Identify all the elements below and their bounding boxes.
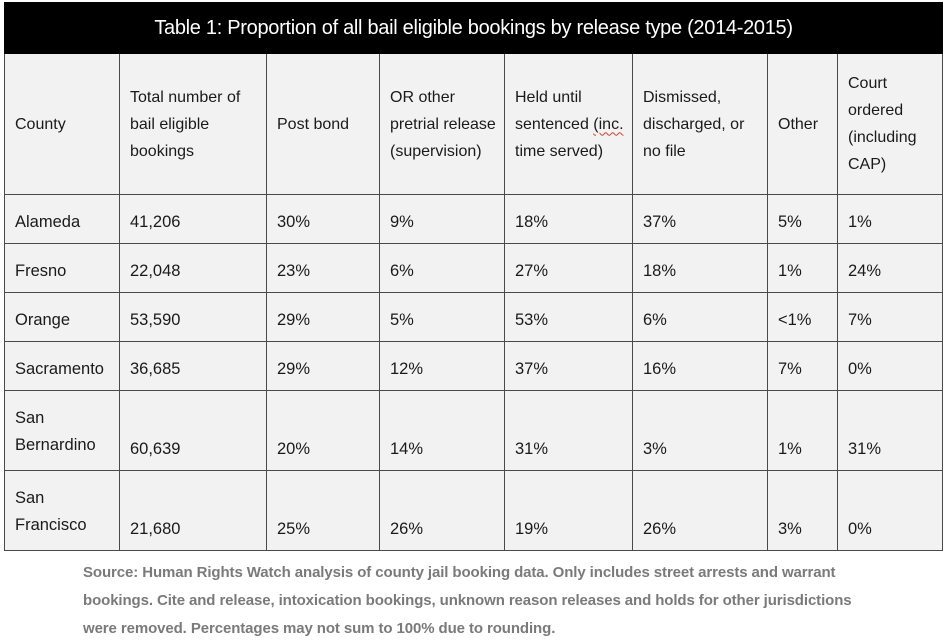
cell-total: 21,680 (120, 471, 267, 551)
cell-dismissed: 16% (633, 342, 768, 391)
table-header-row (5, 54, 943, 195)
cell-court: 24% (838, 244, 943, 293)
table-row-san-bernardino (5, 391, 943, 471)
cell-post-bond: 30% (267, 195, 380, 244)
cell-total: 53,590 (120, 293, 267, 342)
cell-county: Sacramento (5, 342, 120, 391)
cell-county: San Bernardino (5, 391, 120, 471)
cell-court: 0% (838, 342, 943, 391)
cell-held: 53% (505, 293, 633, 342)
cell-post-bond: 20% (267, 391, 380, 471)
col-header-or-release: OR other pretrial release (supervision) (380, 54, 505, 195)
cell-other: 5% (768, 195, 838, 244)
cell-or-release: 5% (380, 293, 505, 342)
cell-county: Alameda (5, 195, 120, 244)
table-row-fresno (5, 244, 943, 293)
cell-county: Fresno (5, 244, 120, 293)
cell-total: 41,206 (120, 195, 267, 244)
cell-held: 18% (505, 195, 633, 244)
source-note (83, 559, 893, 641)
table-row-orange (5, 293, 943, 342)
cell-court: 31% (838, 391, 943, 471)
source-note-line: were removed. Percentages may not sum to 100% due to rounding. (83, 620, 556, 637)
cell-dismissed: 18% (633, 244, 768, 293)
cell-court: 0% (838, 471, 943, 551)
col-header-other: Other (768, 54, 838, 195)
cell-post-bond: 23% (267, 244, 380, 293)
cell-post-bond: 29% (267, 293, 380, 342)
cell-other: 1% (768, 244, 838, 293)
cell-total: 60,639 (120, 391, 267, 471)
cell-or-release: 26% (380, 471, 505, 551)
cell-or-release: 6% (380, 244, 505, 293)
spellcheck-flagged-word: (inc. (593, 115, 624, 133)
cell-county: Orange (5, 293, 120, 342)
col-header-held-pre: Held until sentenced (515, 88, 594, 133)
col-header-county: County (5, 54, 120, 195)
col-header-total-bookings: Total number of bail eligible bookings (120, 54, 267, 195)
cell-other: <1% (768, 293, 838, 342)
cell-dismissed: 6% (633, 293, 768, 342)
cell-court: 1% (838, 195, 943, 244)
cell-dismissed: 37% (633, 195, 768, 244)
cell-held: 27% (505, 244, 633, 293)
cell-other: 7% (768, 342, 838, 391)
cell-post-bond: 29% (267, 342, 380, 391)
cell-other: 1% (768, 391, 838, 471)
cell-total: 36,685 (120, 342, 267, 391)
cell-total: 22,048 (120, 244, 267, 293)
col-header-court-ordered: Court ordered (including CAP) (838, 54, 943, 195)
cell-dismissed: 26% (633, 471, 768, 551)
col-header-dismissed: Dismissed, discharged, or no file (633, 54, 768, 195)
col-header-post-bond: Post bond (267, 54, 380, 195)
source-note-line: bookings. Cite and release, intoxication bookings, unknown reason releases and holds for other jurisdictions (83, 592, 852, 609)
cell-or-release: 12% (380, 342, 505, 391)
source-note-line: Source: Human Rights Watch analysis of county jail booking data. Only includes street arrests and warrant (83, 564, 836, 581)
bail-table (4, 2, 943, 551)
col-header-held-post: time served) (515, 142, 604, 160)
cell-post-bond: 25% (267, 471, 380, 551)
cell-or-release: 9% (380, 195, 505, 244)
table-row-san-francisco (5, 471, 943, 551)
cell-court: 7% (838, 293, 943, 342)
cell-held: 31% (505, 391, 633, 471)
table-title-row (5, 3, 943, 54)
cell-other: 3% (768, 471, 838, 551)
table-row-sacramento (5, 342, 943, 391)
cell-dismissed: 3% (633, 391, 768, 471)
cell-held: 37% (505, 342, 633, 391)
cell-held: 19% (505, 471, 633, 551)
col-header-held-until-sentenced (505, 54, 633, 195)
cell-county: San Francisco (5, 471, 120, 551)
table-title: Table 1: Proportion of all bail eligible bookings by release type (2014-2015) (5, 3, 943, 54)
table-row-alameda (5, 195, 943, 244)
cell-or-release: 14% (380, 391, 505, 471)
